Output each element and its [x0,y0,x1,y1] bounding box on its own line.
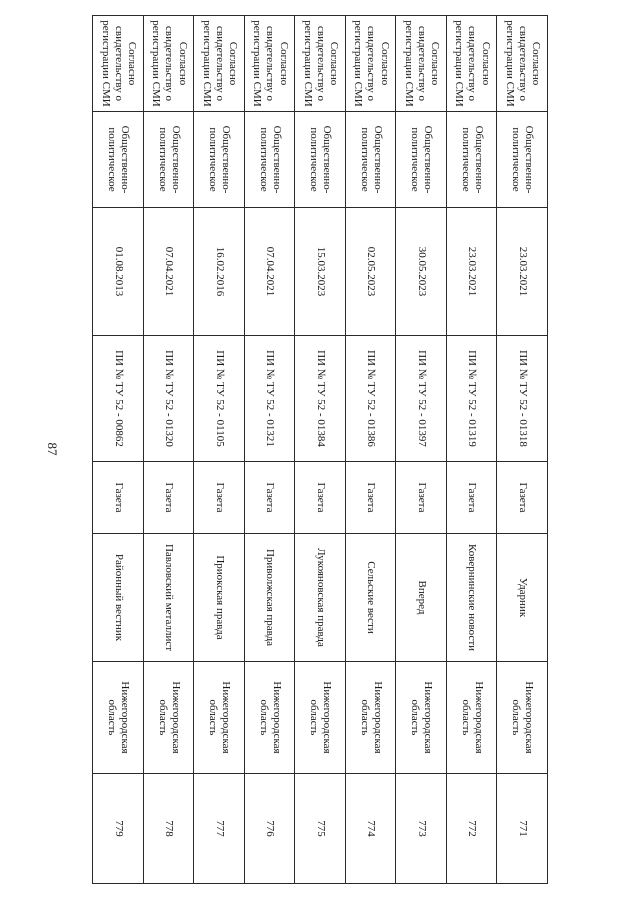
media-kind-cell: Газета [346,462,397,534]
region-cell: Нижегородская область [245,662,296,774]
registry-table [93,15,549,884]
media-type-cell: Общественно-политическое [194,112,245,208]
note-cell: Согласно свидетельству о регистрации СМИ [295,16,346,112]
note-cell: Согласно свидетельству о регистрации СМИ [245,16,296,112]
note-cell: Согласно свидетельству о регистрации СМИ [194,16,245,112]
table-row [93,16,144,884]
registration-number-cell: ПИ № ТУ 52 - 01319 [447,336,498,462]
media-name-cell: Ударник [497,534,548,662]
region-cell: Нижегородская область [93,662,144,774]
media-name-cell: Вперед [396,534,447,662]
region-cell: Нижегородская область [396,662,447,774]
registration-number-cell: ПИ № ТУ 52 - 01384 [295,336,346,462]
media-kind-cell: Газета [93,462,144,534]
registration-date-cell: 07.04.2021 [144,208,195,336]
region-cell: Нижегородская область [346,662,397,774]
media-name-cell: Ковернинские новости [447,534,498,662]
registration-date-cell: 30.05.2023 [396,208,447,336]
row-number-cell: 774 [346,774,397,884]
media-kind-cell: Газета [245,462,296,534]
region-cell: Нижегородская область [447,662,498,774]
media-kind-cell: Газета [295,462,346,534]
note-cell: Согласно свидетельству о регистрации СМИ [497,16,548,112]
registration-number-cell: ПИ № ТУ 52 - 01397 [396,336,447,462]
media-type-cell: Общественно-политическое [396,112,447,208]
registration-number-cell: ПИ № ТУ 52 - 01320 [144,336,195,462]
media-name-cell: Сельские вести [346,534,397,662]
media-type-cell: Общественно-политическое [93,112,144,208]
table-row [497,16,548,884]
table-row [245,16,296,884]
registration-date-cell: 16.02.2016 [194,208,245,336]
row-number-cell: 772 [447,774,498,884]
media-name-cell: Приокская правда [194,534,245,662]
note-cell: Согласно свидетельству о регистрации СМИ [396,16,447,112]
note-cell: Согласно свидетельству о регистрации СМИ [93,16,144,112]
registration-date-cell: 07.04.2021 [245,208,296,336]
region-cell: Нижегородская область [497,662,548,774]
registration-date-cell: 23.03.2021 [447,208,498,336]
note-cell: Согласно свидетельству о регистрации СМИ [346,16,397,112]
row-number-cell: 773 [396,774,447,884]
media-type-cell: Общественно-политическое [245,112,296,208]
table-row [396,16,447,884]
registration-date-cell: 01.08.2013 [93,208,144,336]
media-type-cell: Общественно-политическое [295,112,346,208]
table-row [295,16,346,884]
note-cell: Согласно свидетельству о регистрации СМИ [447,16,498,112]
media-type-cell: Общественно-политическое [447,112,498,208]
row-number-cell: 778 [144,774,195,884]
region-cell: Нижегородская область [295,662,346,774]
registration-number-cell: ПИ № ТУ 52 - 00862 [93,336,144,462]
registration-number-cell: ПИ № ТУ 52 - 01318 [497,336,548,462]
media-type-cell: Общественно-политическое [346,112,397,208]
region-cell: Нижегородская область [144,662,195,774]
page-number: 87 [45,442,60,456]
media-kind-cell: Газета [447,462,498,534]
registration-date-cell: 15.03.2023 [295,208,346,336]
note-cell: Согласно свидетельству о регистрации СМИ [144,16,195,112]
media-name-cell: Районный вестник [93,534,144,662]
media-name-cell: Приволжская правда [245,534,296,662]
registration-number-cell: ПИ № ТУ 52 - 01386 [346,336,397,462]
row-number-cell: 777 [194,774,245,884]
table-row [346,16,397,884]
table-row [144,16,195,884]
region-cell: Нижегородская область [194,662,245,774]
media-kind-cell: Газета [144,462,195,534]
media-kind-cell: Газета [396,462,447,534]
media-kind-cell: Газета [194,462,245,534]
registration-number-cell: ПИ № ТУ 52 - 01321 [245,336,296,462]
media-name-cell: Лукояновская правда [295,534,346,662]
registration-date-cell: 02.05.2023 [346,208,397,336]
rotated-page [93,15,548,883]
row-number-cell: 779 [93,774,144,884]
media-name-cell: Павловский металлист [144,534,195,662]
media-type-cell: Общественно-политическое [497,112,548,208]
registration-number-cell: ПИ № ТУ 52 - 01105 [194,336,245,462]
table-row [447,16,498,884]
row-number-cell: 776 [245,774,296,884]
row-number-cell: 775 [295,774,346,884]
table-row [194,16,245,884]
row-number-cell: 771 [497,774,548,884]
registration-date-cell: 23.03.2021 [497,208,548,336]
media-type-cell: Общественно-политическое [144,112,195,208]
media-kind-cell: Газета [497,462,548,534]
